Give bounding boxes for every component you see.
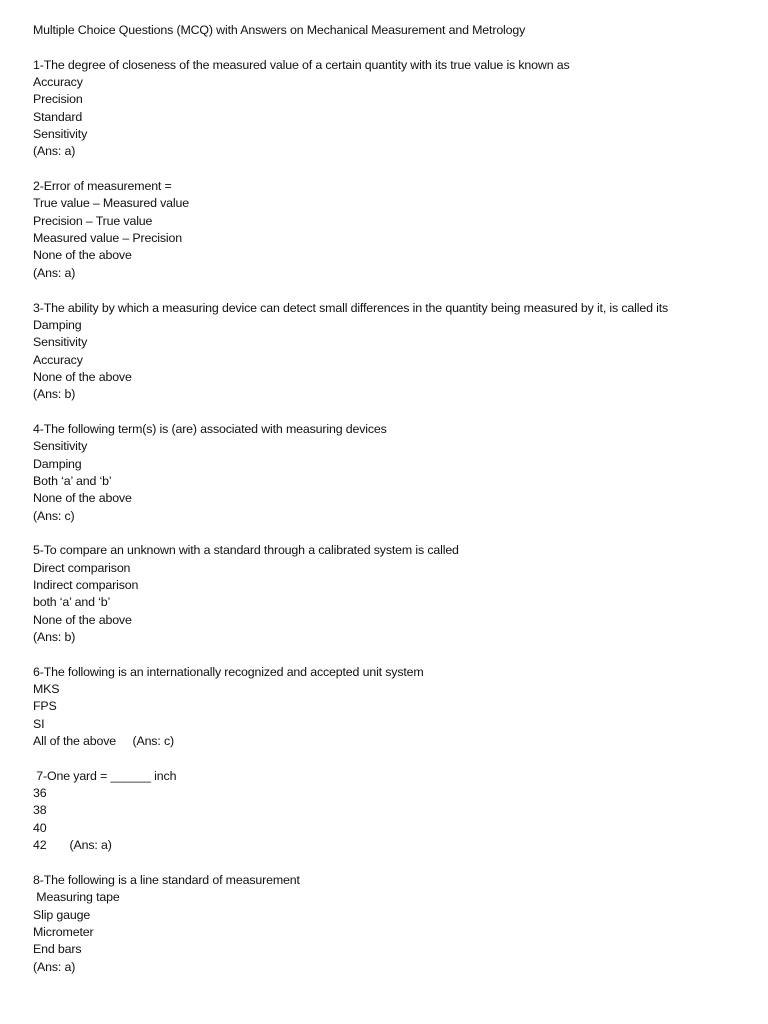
option-line: None of the above	[33, 369, 132, 384]
option-line: both ‘a’ and ‘b’	[33, 595, 111, 610]
question-text-7: 7-One yard = ______ inch	[33, 768, 177, 783]
question-text-4: 4-The following term(s) is (are) associated with measuring devices	[33, 421, 387, 436]
question-block-3	[33, 300, 753, 404]
spacer	[33, 855, 753, 872]
option-line: Standard	[33, 109, 83, 124]
question-text-8: 8-The following is a line standard of measurement	[33, 872, 300, 887]
option-line: None of the above	[33, 248, 132, 263]
option-line: FPS	[33, 699, 57, 714]
spacer	[33, 750, 753, 767]
option-line: Precision – True value	[33, 213, 153, 228]
spacer	[33, 282, 753, 299]
document-page	[33, 22, 753, 976]
question-text-1: 1-The degree of closeness of the measured value of a certain quantity with its true value is known as	[33, 57, 570, 72]
question-block-8	[33, 872, 753, 976]
question-text-2: 2-Error of measurement =	[33, 179, 172, 194]
option-line: 36	[33, 786, 47, 801]
spacer	[33, 646, 753, 663]
option-line: Measured value – Precision	[33, 231, 182, 246]
option-line: Slip gauge	[33, 907, 91, 922]
document-title: Multiple Choice Questions (MCQ) with Answers on Mechanical Measurement and Metrology	[33, 23, 526, 37]
question-block-4	[33, 421, 753, 525]
question-block-2	[33, 178, 753, 282]
option-line: None of the above	[33, 491, 132, 506]
option-line: 38	[33, 803, 47, 818]
question-block-6	[33, 664, 753, 751]
option-line: Accuracy	[33, 75, 83, 90]
option-line: End bars	[33, 942, 82, 957]
answer-line: (Ans: a)	[33, 265, 76, 280]
answer-line: 42 (Ans: a)	[33, 838, 112, 853]
spacer	[33, 39, 753, 56]
question-block-5	[33, 542, 753, 646]
option-line: MKS	[33, 682, 60, 697]
spacer	[33, 161, 753, 178]
option-line: 40	[33, 820, 47, 835]
answer-line: All of the above (Ans: c)	[33, 734, 174, 749]
answer-line: (Ans: b)	[33, 387, 76, 402]
option-line: Micrometer	[33, 924, 94, 939]
option-line: None of the above	[33, 612, 132, 627]
question-block-1	[33, 57, 753, 161]
option-line: Both ‘a’ and ‘b’	[33, 473, 112, 488]
answer-line: (Ans: b)	[33, 630, 76, 645]
option-line: Accuracy	[33, 352, 83, 367]
answer-line: (Ans: a)	[33, 144, 76, 159]
option-line: Precision	[33, 92, 83, 107]
option-line: SI	[33, 716, 45, 731]
option-line: Damping	[33, 317, 82, 332]
spacer	[33, 525, 753, 542]
spacer	[33, 404, 753, 421]
option-line: Measuring tape	[33, 890, 120, 905]
question-text-5: 5-To compare an unknown with a standard through a calibrated system is called	[33, 543, 459, 558]
answer-line: (Ans: c)	[33, 508, 75, 523]
option-line: True value – Measured value	[33, 196, 189, 211]
answer-line: (Ans: a)	[33, 959, 76, 974]
option-line: Sensitivity	[33, 439, 88, 454]
question-block-7	[33, 768, 753, 855]
option-line: Indirect comparison	[33, 578, 139, 592]
option-line: Sensitivity	[33, 335, 88, 350]
option-line: Damping	[33, 456, 82, 471]
option-line: Direct comparison	[33, 560, 131, 575]
option-line: Sensitivity	[33, 127, 88, 142]
question-text-6: 6-The following is an internationally recognized and accepted unit system	[33, 664, 424, 679]
question-text-3: 3-The ability by which a measuring device can detect small differences in the quantity being measured by it, is called its	[33, 300, 669, 315]
